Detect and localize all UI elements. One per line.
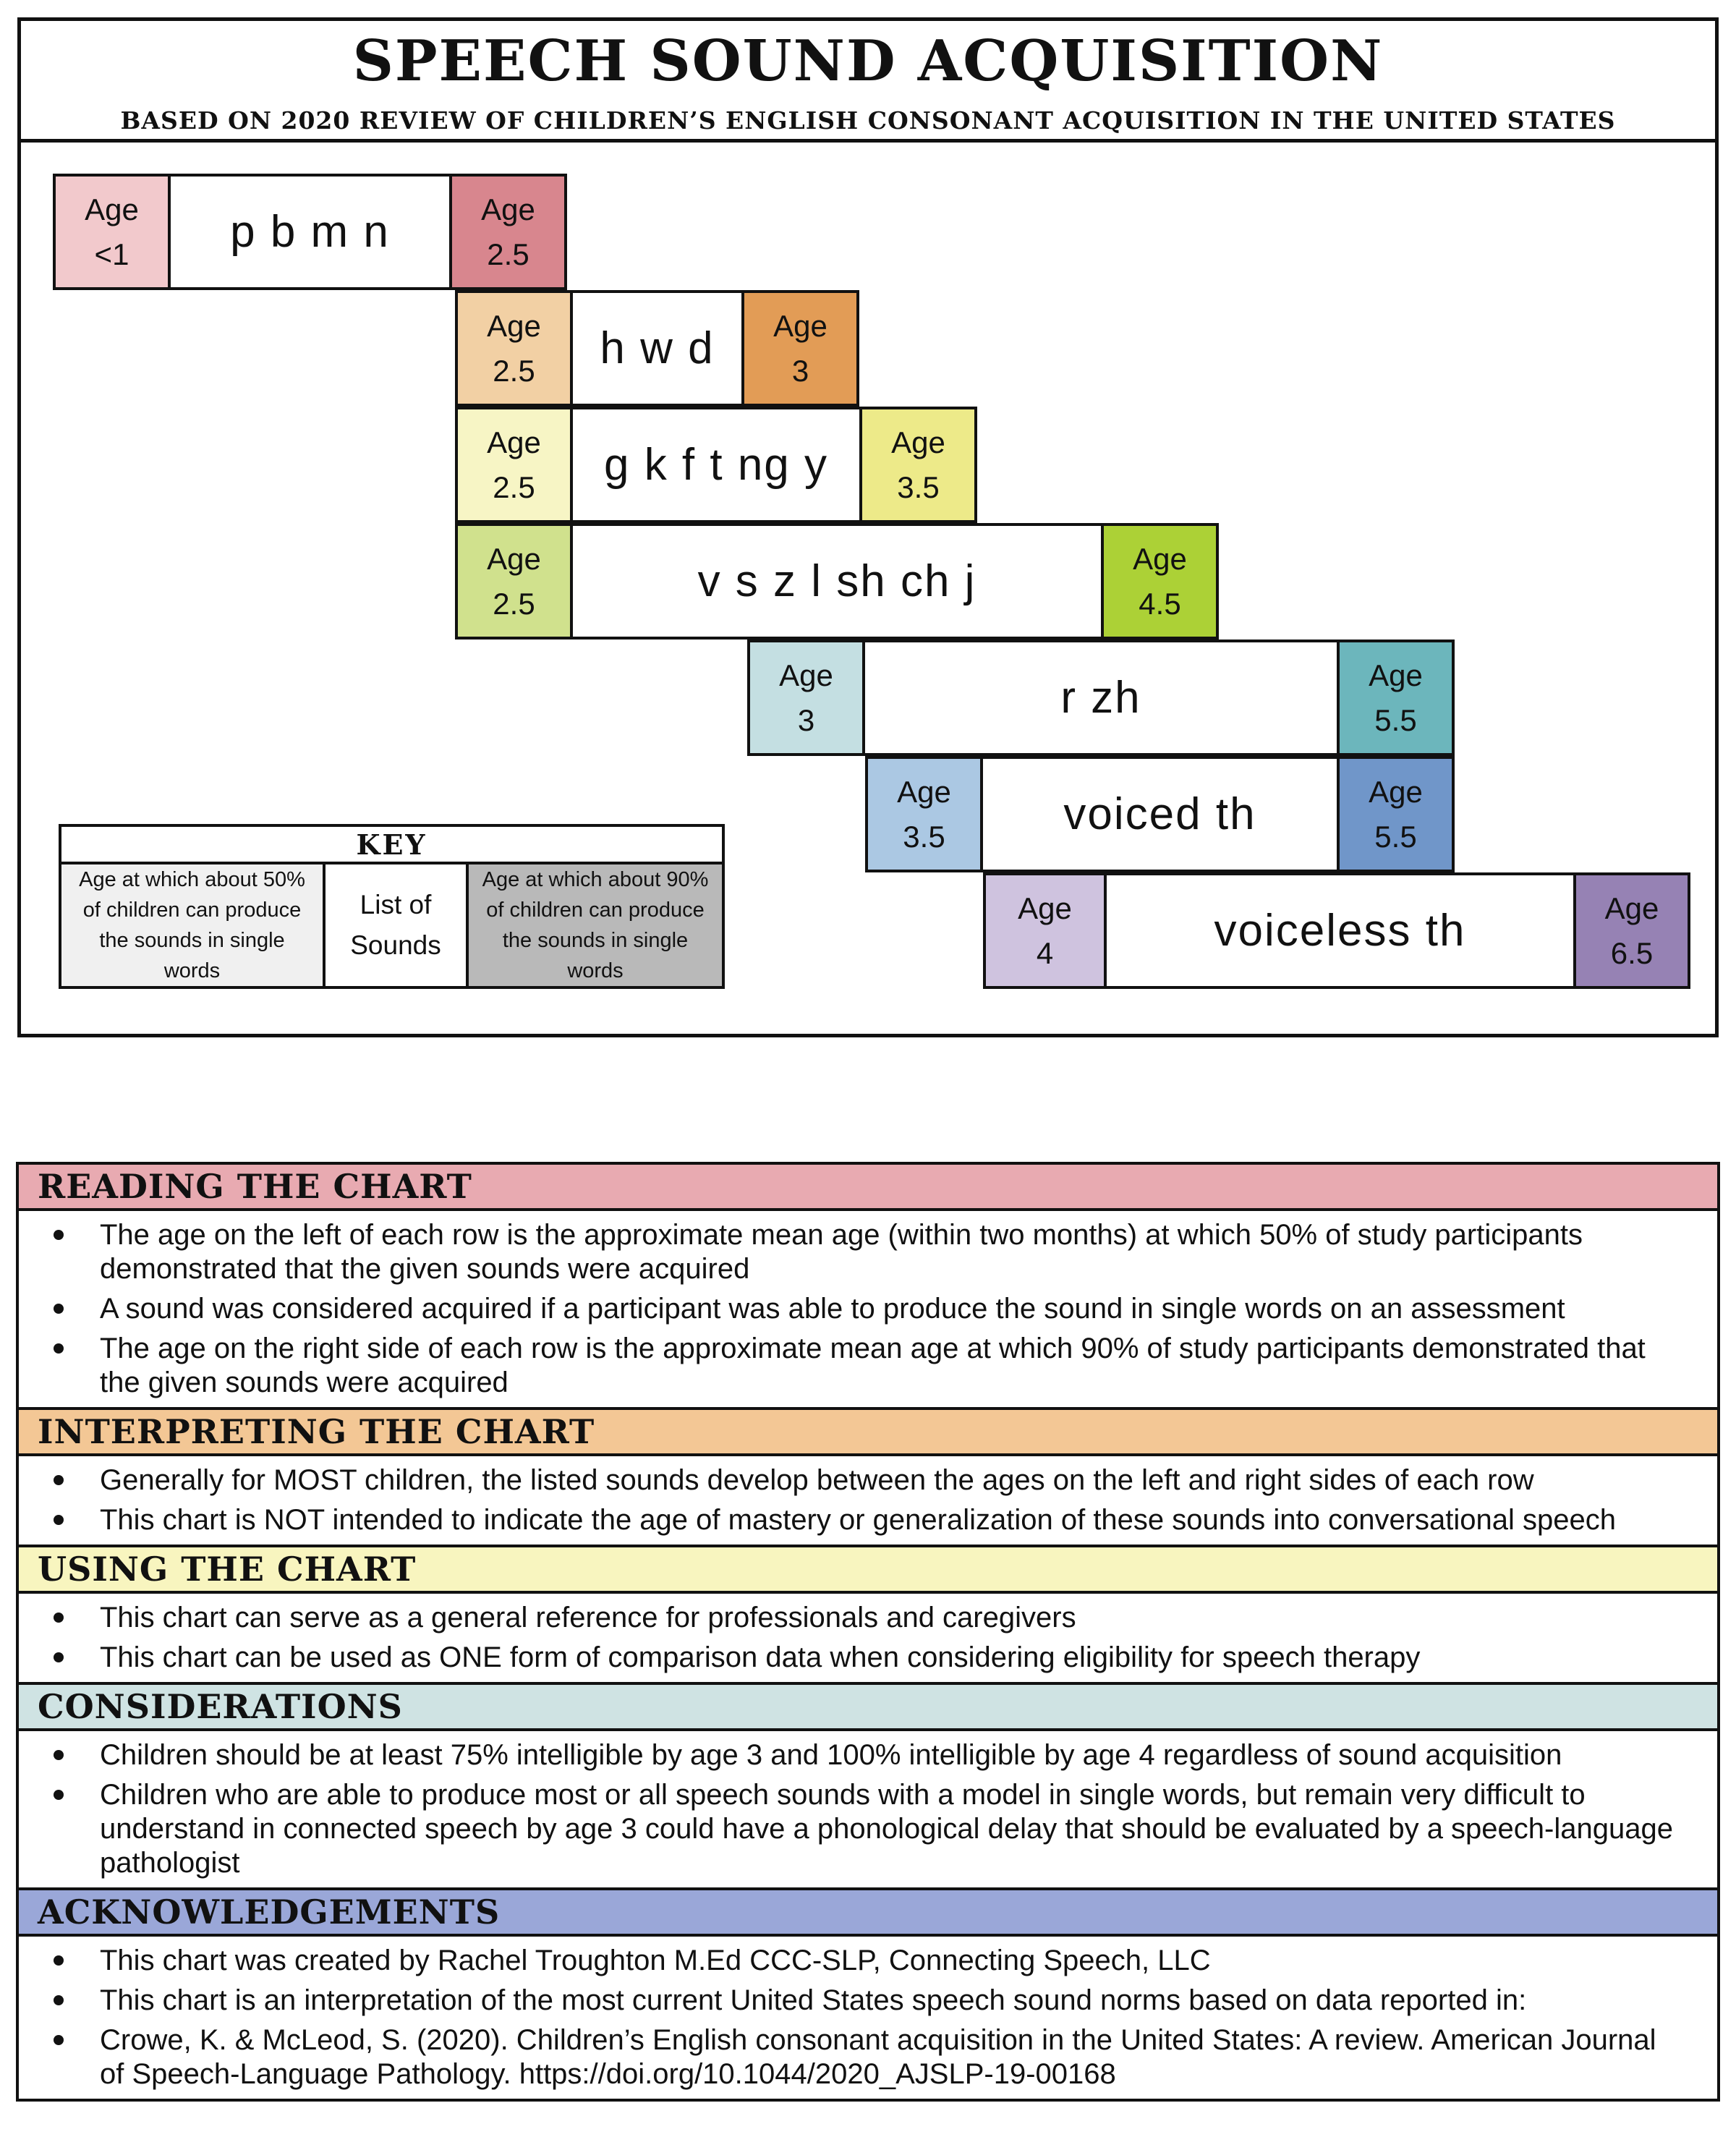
section-header: INTERPRETING THE CHART xyxy=(19,1407,1717,1456)
age-cell-90pct xyxy=(741,290,859,407)
age-value-50: 2.5 xyxy=(493,353,535,388)
bullet-item: Children should be at least 75% intelligible by age 3 and 100% intelligible by age 4 regardless of sound acquisition xyxy=(19,1738,1674,1772)
sounds-text: p b m n xyxy=(230,207,390,257)
age-word: Age xyxy=(85,192,139,226)
key-left-age-description: Age at which about 50% of children can produce the sounds in single words xyxy=(61,864,326,986)
age-value-90: 4.5 xyxy=(1139,586,1181,621)
age-cell-50pct xyxy=(455,523,573,640)
age-word: Age xyxy=(1604,891,1659,925)
age-word: Age xyxy=(481,192,535,226)
section-considerations xyxy=(19,1682,1717,1887)
section-header: USING THE CHART xyxy=(19,1545,1717,1594)
age-word: Age xyxy=(773,308,827,343)
info-panel xyxy=(16,1162,1720,2102)
age-cell-90pct xyxy=(1573,872,1690,989)
age-value-50: <1 xyxy=(94,237,129,271)
sounds-text: g k f t ng y xyxy=(603,440,829,490)
section-header: ACKNOWLEDGEMENTS xyxy=(19,1887,1717,1937)
age-cell-90pct xyxy=(859,407,977,523)
sounds-cell xyxy=(570,290,744,407)
bullet-item: This chart can be used as ONE form of comparison data when considering eligibility for speech therapy xyxy=(19,1641,1674,1675)
sounds-cell xyxy=(862,640,1340,756)
age-word: Age xyxy=(891,425,945,459)
chart-row-voiceless-th xyxy=(983,872,1690,989)
age-value-50: 3.5 xyxy=(903,819,945,854)
sounds-cell xyxy=(168,174,452,290)
age-value-90: 5.5 xyxy=(1374,819,1417,854)
age-word: Age xyxy=(487,425,541,459)
age-cell-50pct xyxy=(455,290,573,407)
chart-row-gkftngy xyxy=(455,407,977,523)
age-word: Age xyxy=(1369,658,1423,692)
bullet-list xyxy=(19,1731,1717,1887)
key-right-age-description: Age at which about 90% of children can produce the sounds in single words xyxy=(466,864,722,986)
sounds-cell xyxy=(570,523,1104,640)
chart-box xyxy=(17,17,1719,1037)
age-word: Age xyxy=(1018,891,1072,925)
bullet-item: This chart was created by Rachel Troughton M.Ed CCC-SLP, Connecting Speech, LLC xyxy=(19,1944,1674,1978)
title-divider xyxy=(21,139,1715,143)
age-word: Age xyxy=(487,308,541,343)
bullet-item: This chart is NOT intended to indicate the age of mastery or generalization of these sounds into conversational speech xyxy=(19,1503,1674,1537)
age-word: Age xyxy=(779,658,833,692)
sounds-text: voiceless th xyxy=(1214,906,1466,956)
bullet-item: The age on the left of each row is the approximate mean age (within two months) at which 50% of study participants demonstrated that the given sounds were acquired xyxy=(19,1218,1674,1286)
age-cell-90pct xyxy=(1101,523,1219,640)
page-subtitle: BASED ON 2020 REVIEW OF CHILDREN’S ENGLISH CONSONANT ACQUISITION IN THE UNITED STATES xyxy=(120,106,1616,135)
chart-row-hwd xyxy=(455,290,859,407)
bullet-list xyxy=(19,1211,1717,1407)
section-interpreting-the-chart xyxy=(19,1407,1717,1545)
section-acknowledgements xyxy=(19,1887,1717,2099)
key-cells xyxy=(61,864,722,986)
sounds-cell xyxy=(1104,872,1576,989)
age-cell-50pct xyxy=(53,174,171,290)
key-sounds-description: List of Sounds xyxy=(326,864,466,986)
key-box xyxy=(59,824,725,989)
bullet-list xyxy=(19,1937,1717,2099)
age-value-90: 2.5 xyxy=(487,237,529,271)
sounds-text: h w d xyxy=(600,323,715,373)
age-word: Age xyxy=(1369,774,1423,809)
age-value-90: 5.5 xyxy=(1374,702,1417,737)
page-title: SPEECH SOUND ACQUISITION xyxy=(352,28,1384,94)
age-cell-50pct xyxy=(865,756,983,872)
chart-row-pbmn xyxy=(53,174,567,290)
bullet-item: Children who are able to produce most or all speech sounds with a model in single words, but remain very difficult to understand in connected speech by age 3 could have a phonological delay that should be evaluated by a speech-language pathologist xyxy=(19,1778,1674,1880)
age-value-90: 3.5 xyxy=(897,470,940,504)
chart-row-rzh xyxy=(747,640,1455,756)
bullet-item: The age on the right side of each row is the approximate mean age at which 90% of study participants demonstrated that the given sounds were acquired xyxy=(19,1332,1674,1400)
bullet-item: This chart can serve as a general reference for professionals and caregivers xyxy=(19,1601,1674,1635)
sounds-cell xyxy=(570,407,862,523)
chart-row-voiced-th xyxy=(865,756,1455,872)
bullet-item: Generally for MOST children, the listed sounds develop between the ages on the left and right sides of each row xyxy=(19,1463,1674,1497)
chart-row-vszlshchj xyxy=(455,523,1219,640)
bullet-item: Crowe, K. & McLeod, S. (2020). Children’s English consonant acquisition in the United States: A review. American Journal of Speech-Language Pathology. https://doi.org/10.1044/2020_AJSLP-19-00168 xyxy=(19,2023,1674,2091)
section-header: READING THE CHART xyxy=(19,1162,1717,1211)
bullet-list xyxy=(19,1456,1717,1545)
age-word: Age xyxy=(487,541,541,576)
age-value-50: 4 xyxy=(1036,935,1054,970)
age-cell-90pct xyxy=(449,174,567,290)
age-cell-50pct xyxy=(455,407,573,523)
section-reading-the-chart xyxy=(19,1162,1717,1407)
age-cell-90pct xyxy=(1337,756,1455,872)
age-cell-50pct xyxy=(983,872,1107,989)
key-title: KEY xyxy=(61,827,722,864)
age-value-50: 2.5 xyxy=(493,470,535,504)
age-value-50: 2.5 xyxy=(493,586,535,621)
sounds-text: r zh xyxy=(1060,673,1141,723)
age-word: Age xyxy=(897,774,951,809)
sounds-text: v s z l sh ch j xyxy=(697,556,977,606)
age-word: Age xyxy=(1133,541,1187,576)
bullet-item: This chart is an interpretation of the most current United States speech sound norms based on data reported in: xyxy=(19,1984,1674,2018)
age-cell-50pct xyxy=(747,640,865,756)
age-value-90: 3 xyxy=(791,353,809,388)
section-using-the-chart xyxy=(19,1545,1717,1682)
section-header: CONSIDERATIONS xyxy=(19,1682,1717,1731)
bullet-item: A sound was considered acquired if a participant was able to produce the sound in single words on an assessment xyxy=(19,1292,1674,1326)
age-value-50: 3 xyxy=(797,702,815,737)
sounds-cell xyxy=(980,756,1340,872)
age-value-90: 6.5 xyxy=(1610,935,1654,970)
age-cell-90pct xyxy=(1337,640,1455,756)
sounds-text: voiced th xyxy=(1063,789,1256,839)
bullet-list xyxy=(19,1594,1717,1682)
